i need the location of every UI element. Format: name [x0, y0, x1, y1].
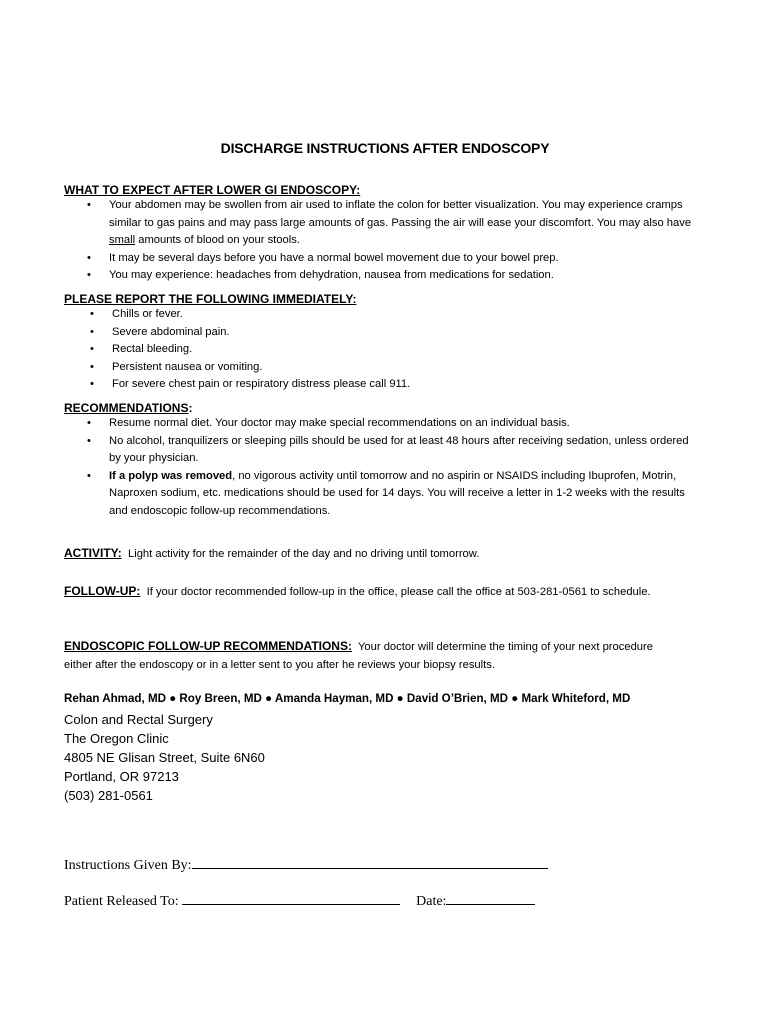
clinic-name: The Oregon Clinic [64, 731, 169, 746]
instructions-given-row [64, 855, 548, 874]
list-item: • Chills or fever. [112, 306, 714, 324]
section-heading: RECOMMENDATIONS: [64, 401, 193, 415]
section-heading: FOLLOW-UP: [64, 584, 141, 598]
instructions-given-field[interactable] [192, 855, 548, 869]
city-state-zip: Portland, OR 97213 [64, 769, 179, 784]
list-item: • It may be several days before you have a normal bowel movement due to your bowel prep. [109, 250, 699, 268]
bullet-icon: • [90, 343, 94, 356]
bullet-icon: • [87, 251, 91, 264]
report-list [90, 306, 714, 394]
date-label: Date: [416, 894, 447, 909]
instructions-given-label: Instructions Given By: [64, 858, 192, 873]
clinic-address [64, 710, 265, 805]
patient-released-label: Patient Released To: [64, 894, 183, 909]
section-what-to-expect [64, 183, 714, 285]
list-item: • Severe abdominal pain. [112, 324, 714, 342]
section-heading: PLEASE REPORT THE FOLLOWING IMMEDIATELY: [64, 292, 357, 306]
bullet-icon: • [90, 308, 94, 320]
bullet-icon: • [87, 434, 91, 447]
list-item: • Rectal bleeding. [112, 341, 714, 359]
list-item: • If a polyp was removed, no vigorous activity until tomorrow and no aspirin or NSAIDS including Ibuprofen, Motrin, Naproxen sodium, etc. medications should be used for 14 days. You will receive a letter in 1-2 weeks with the results and endoscopic follow-up recommendations. [87, 469, 685, 517]
expect-list [87, 197, 699, 285]
date-field[interactable] [446, 891, 535, 905]
bullet-icon: • [87, 199, 91, 211]
phone-number: (503) 281-0561 [64, 788, 153, 803]
street-address: 4805 NE Glisan Street, Suite 6N60 [64, 750, 265, 765]
section-recommendations [64, 401, 714, 521]
bullet-icon: • [90, 325, 94, 338]
bullet-icon: • [90, 378, 94, 391]
recommendations-list [87, 415, 699, 521]
section-heading: WHAT TO EXPECT AFTER LOWER GI ENDOSCOPY: [64, 183, 361, 197]
list-item: • No alcohol, tranquilizers or sleeping pills should be used for at least 48 hours after receiving sedation, unless ordered by your physician. [87, 434, 689, 465]
section-heading: ACTIVITY: [64, 546, 122, 560]
section-activity: ACTIVITY: Light activity for the remainder of the day and no driving until tomorrow. [64, 546, 480, 560]
section-endoscopic-follow-up: ENDOSCOPIC FOLLOW-UP RECOMMENDATIONS: Your doctor will determine the timing of your next procedure either after the endoscopy or in a letter sent to you after he reviews your biopsy results. [64, 639, 657, 671]
document-title: DISCHARGE INSTRUCTIONS AFTER ENDOSCOPY [220, 140, 550, 156]
section-follow-up: FOLLOW-UP: If your doctor recommended follow-up in the office, please call the office at 503-281-0561 to schedule. [64, 584, 651, 598]
bullet-icon: • [87, 269, 91, 282]
patient-released-field[interactable] [182, 891, 400, 905]
list-item: • Your abdomen may be swollen from air used to inflate the colon for better visualization. You may experience cramps similar to gas pains and may pass large amounts of gas. Passing the air will ease your discomfort. You may also have small amounts of blood on your stools. [87, 199, 692, 247]
bullet-icon: • [87, 469, 91, 482]
bullet-icon: • [87, 417, 91, 429]
list-item: • For severe chest pain or respiratory distress please call 911. [112, 376, 714, 394]
section-heading: ENDOSCOPIC FOLLOW-UP RECOMMENDATIONS: [64, 639, 352, 653]
list-item: • Resume normal diet. Your doctor may make special recommendations on an individual basis. [109, 415, 699, 433]
doctors-list: Rehan Ahmad, MD ● Roy Breen, MD ● Amanda Hayman, MD ● David O’Brien, MD ● Mark Whiteford, MD [64, 692, 631, 705]
list-item: • Persistent nausea or vomiting. [112, 359, 714, 377]
list-item: • You may experience: headaches from dehydration, nausea from medications for sedation. [109, 267, 699, 285]
department: Colon and Rectal Surgery [64, 712, 213, 727]
bullet-icon: • [90, 360, 94, 373]
section-please-report [64, 292, 714, 394]
patient-released-row [64, 891, 535, 910]
